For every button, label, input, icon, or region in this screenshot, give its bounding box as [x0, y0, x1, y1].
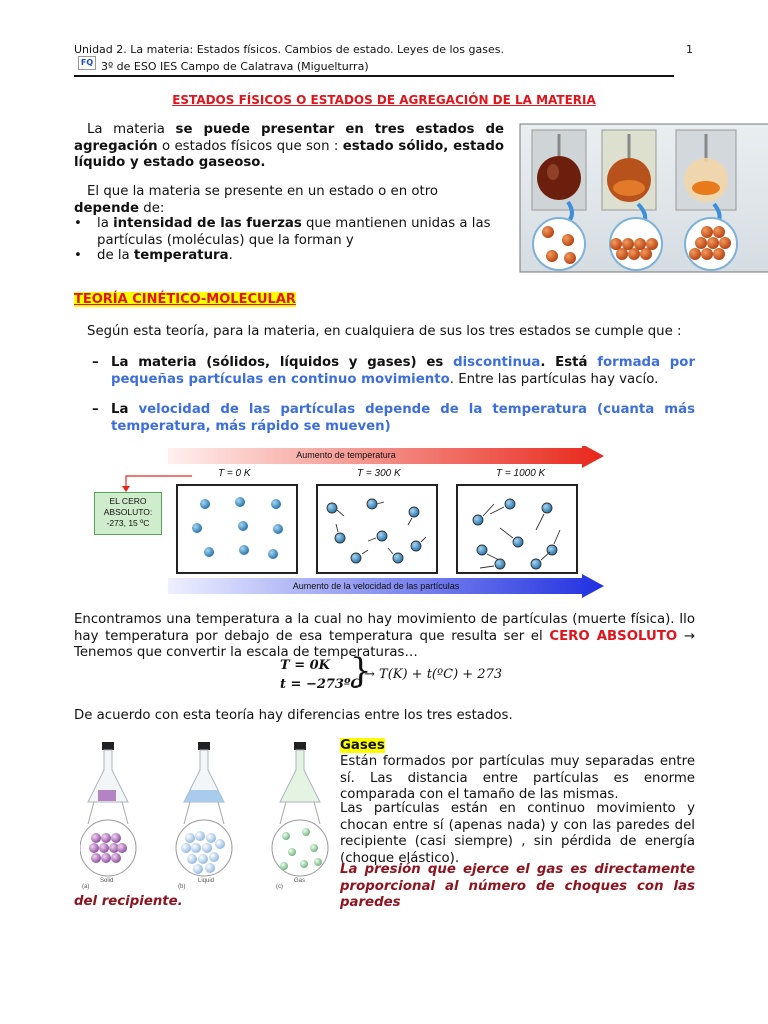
flask-letter-a: (a) [82, 884, 90, 890]
intro-bullet-forces: • la intensidad de las fuerzas que mantienen unidas a las partículas (moléculas) que la forman y [74, 216, 491, 248]
flask-letter-b: (b) [178, 884, 186, 890]
flask-label-solid: Solid [100, 878, 114, 884]
intro-paragraph-1: La materia se puede presentar en tres estados de agregación o estados físicos que son : estado sólido, estado líquido y estado gaseoso. [74, 122, 504, 170]
section-title-kinetic-theory: TEORÍA CINÉTICO-MOLECULAR [74, 292, 296, 307]
gases-pressure-statement-end: del recipiente. [74, 894, 183, 909]
flask-label-gas: Gas [294, 878, 306, 884]
intro-paragraph-2: El que la materia se presente en un estado o en otro depende de: [74, 184, 439, 216]
header-subtitle: 3º de ESO IES Campo de Calatrava (Miguelturra) [101, 60, 369, 73]
velocity-increase-label: Aumento de la velocidad de las partículas [292, 581, 460, 591]
states-photo-figure [518, 122, 768, 274]
header-title: Unidad 2. La materia: Estados físicos. Cambios de estado. Leyes de los gases. [74, 43, 504, 56]
absolute-zero-box: EL CERO ABSOLUTO: -273, 15 ºC [94, 492, 162, 535]
header-rule [74, 75, 674, 77]
absolute-zero-paragraph: Encontramos una temperatura a la cual no hay movimiento de partículas (muerte física). Ilo hay temperatura por debajo de esa temperatura que resulta ser el CERO ABSOLUTO → Tenemos que convertir la escala de temperaturas… [74, 612, 695, 660]
kinetic-theory-lead: Según esta teoría, para la materia, en cualquiera de sus los tres estados se cumple que : [87, 324, 682, 339]
page-title: ESTADOS FÍSICOS O ESTADOS DE AGREGACIÓN DE LA MATERIA [172, 93, 596, 107]
flask-letter-c: (c) [276, 884, 283, 890]
intro-bullet-temperature: • de la temperatura. [74, 248, 233, 263]
gases-pressure-statement: La presión que ejerce el gas es directamente proporcional al número de choques con las paredes [340, 862, 695, 910]
states-differences-text: De acuerdo con esta teoría hay diferencias entre los tres estados. [74, 708, 513, 723]
temperature-increase-label: Aumento de temperatura [296, 450, 396, 460]
temp-label-0k: T = 0 K [218, 468, 251, 479]
three-states-flasks-figure [80, 740, 336, 892]
equation-brace: } [350, 651, 372, 691]
gases-paragraph-2: Las partículas están en continuo movimiento y chocan entre sí (apenas nada) y con las paredes del recipiente (casi siempre) , sin pérdida de energía (choque elástico). [340, 801, 695, 866]
flask-label-liquid: Liquid [198, 878, 215, 884]
molecules-layer [92, 446, 608, 598]
gases-title: Gases [340, 738, 385, 753]
temp-label-300k: T = 300 K [357, 468, 401, 479]
temp-label-1000k: T = 1000 K [496, 468, 546, 479]
kinetic-item-velocity: – La velocidad de las partículas depende de la temperatura (cuanta más temperatura, más rápido se mueven) [92, 402, 695, 434]
kinetic-item-discontinuous: – La materia (sólidos, líquidos y gases) es discontinua. Está formada por pequeñas partículas en continuo movimiento. Entre las partículas hay vacío. [92, 355, 696, 387]
equation-left: T = 0K t = −273ºC [280, 658, 361, 692]
page-number: 1 [686, 43, 693, 56]
equation-right: → T(K) + t(ºC) + 273 [364, 667, 503, 682]
gases-paragraph-1: Están formados por partículas muy separadas entre sí. Las distancia entre partículas es enorme comparada con el tamaño de las mismas. [340, 754, 695, 802]
fq-logo: FQ [78, 56, 96, 70]
